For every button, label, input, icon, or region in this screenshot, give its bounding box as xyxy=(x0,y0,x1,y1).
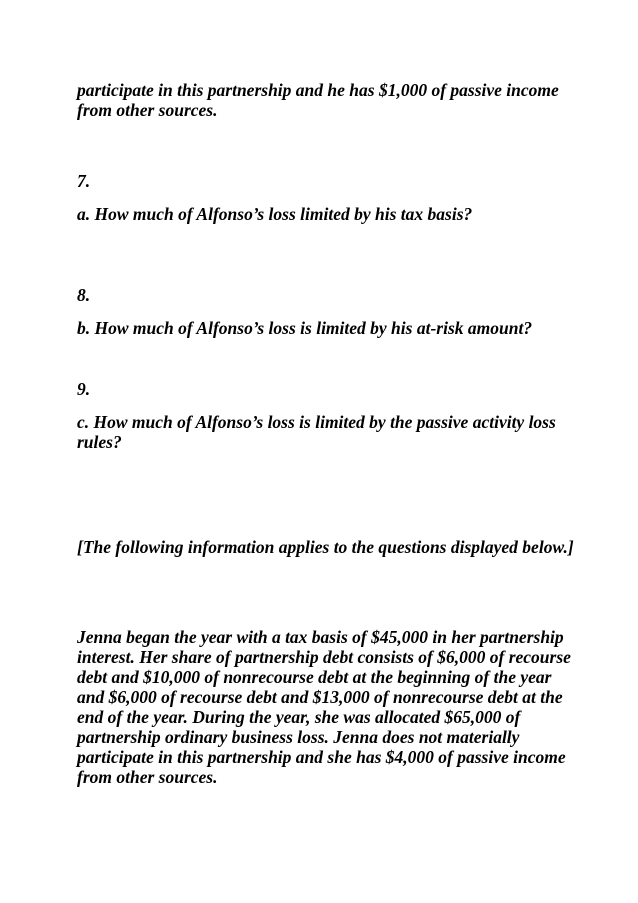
jenna-scenario-paragraph: Jenna began the year with a tax basis of $45,000 in her partnership interest. Her share of partnership debt consists of $6,000 of recourse debt and $10,000 of nonrecourse debt at the beginning of the year and $6,000 of recourse debt and $13,000 of nonrecourse debt at the end of the year. During the year, she was allocated $65,000 of partnership ordinary business loss. Jenna does not materially participate in this partnership and she has $4,000 of passive income from other sources. xyxy=(77,627,571,787)
question-8-number: 8. xyxy=(77,285,91,305)
question-9-text: c. How much of Alfonso’s loss is limited by the passive activity loss rules? xyxy=(77,412,556,452)
question-8-text: b. How much of Alfonso’s loss is limited by his at-risk amount? xyxy=(77,318,533,338)
question-7-number: 7. xyxy=(77,171,91,191)
information-note: [The following information applies to the questions displayed below.] xyxy=(77,537,574,557)
question-7-text: a. How much of Alfonso’s loss limited by his tax basis? xyxy=(77,204,473,224)
intro-paragraph-tail: participate in this partnership and he has $1,000 of passive income from other sources. xyxy=(77,80,559,120)
question-9-number: 9. xyxy=(77,379,91,399)
